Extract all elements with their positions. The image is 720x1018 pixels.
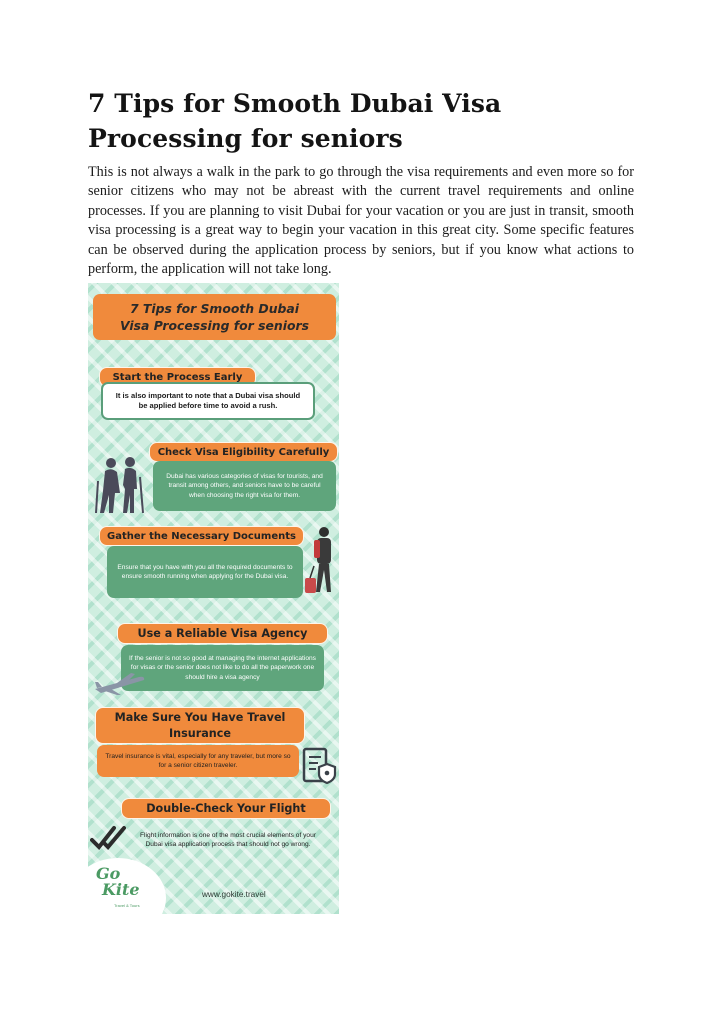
elderly-couple-icon (93, 455, 149, 517)
infographic-banner (93, 294, 336, 340)
logo (96, 866, 156, 898)
tip-4-heading: Use a Reliable Visa Agency (117, 623, 328, 644)
tip-4-body: If the senior is not so good at managing the internet applications for visas or the senior does not like to do all the paperwork one should hire a visa agency (121, 645, 324, 691)
logo-tagline: Travel & Tours (114, 903, 140, 908)
tip-6-body: Flight information is one of the most crucial elements of your Dubai visa application process that should not go wrong. (140, 831, 316, 848)
tip-2-body: Dubai has various categories of visas for tourists, and transit among others, and seniors have to be careful when choosing the right visa for them. (153, 461, 336, 511)
traveler-with-luggage-icon (304, 526, 338, 598)
tip-1-heading: Start the Process Early (99, 367, 256, 387)
tip-1-body: It is also important to note that a Dubai visa should be applied before time to avoid a rush. (101, 382, 315, 420)
tip-3-heading: Gather the Necessary Documents (99, 526, 304, 546)
website-url: www.gokite.travel (202, 890, 266, 899)
insurance-document-icon (301, 746, 337, 786)
tip-3-body: Ensure that you have with you all the required documents to ensure smooth running when applying for the Dubai visa. (107, 546, 303, 598)
tip-5-body: Travel insurance is vital, especially for any traveler, but more so for a senior citizen traveler. (97, 745, 299, 777)
tip-2-heading: Check Visa Eligibility Carefully (149, 442, 338, 462)
logo-line-2: Kite (102, 880, 140, 899)
double-check-icon (90, 823, 138, 853)
airplane-icon (91, 671, 147, 697)
infographic (88, 283, 339, 914)
logo-line-1: Go (96, 864, 121, 883)
intro-paragraph: This is not always a walk in the park to go through the visa requirements and even more so for senior citizens who may not be abreast with the current travel requirements and online processes. If you are planning to visit Dubai for your vacation or you are just in transit, smooth visa processing is a great way to begin your vacation in this great city. Some specific features can be observed during the application process by seniors, but if you know what actions to perform, the application will not take long. (88, 164, 634, 278)
page-title: 7 Tips for Smooth Dubai Visa Processing for seniors (88, 89, 502, 153)
tip-5-heading: Make Sure You Have Travel Insurance (95, 707, 305, 744)
infographic-banner-title: 7 Tips for Smooth Dubai Visa Processing for seniors (120, 301, 309, 333)
tip-6-heading: Double-Check Your Flight (121, 798, 331, 819)
